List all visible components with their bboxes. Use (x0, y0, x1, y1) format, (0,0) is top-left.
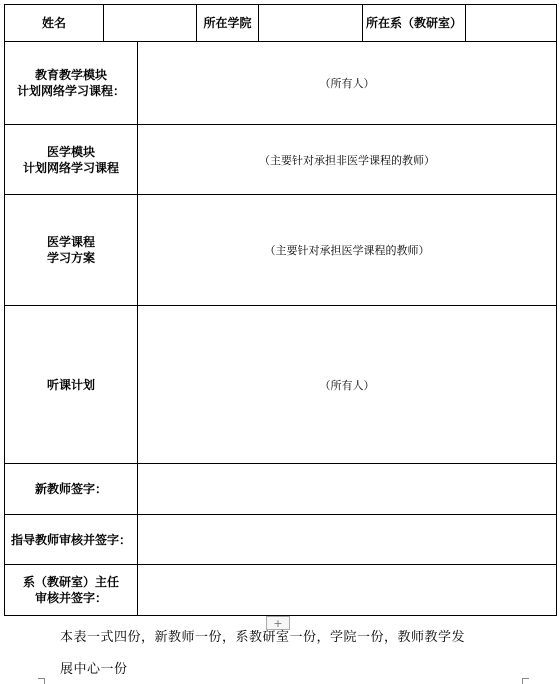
school-field[interactable] (259, 5, 362, 41)
lecture-plan-label: 听课计划 (46, 377, 95, 392)
medical-module-label (5, 125, 137, 194)
label-line: 医学课程 (46, 235, 95, 249)
department-field[interactable] (466, 5, 556, 41)
label-line: 系（教研室）主任 (22, 575, 119, 589)
label-line: 学习方案 (46, 251, 95, 265)
name-label: 姓名 (41, 16, 66, 30)
table-move-handle[interactable]: + (266, 616, 290, 630)
crop-mark (522, 678, 529, 679)
medical-course-plan-label (5, 195, 137, 305)
label-line: 计划网络学习课程 (22, 160, 119, 175)
department-head-signature-field[interactable] (138, 565, 556, 615)
footer-note-line2: 展中心一份 (60, 662, 128, 677)
lecture-plan-content[interactable]: （所有人） (319, 378, 375, 392)
label-line: 审核并签字： (34, 591, 107, 605)
school-label: 所在学院 (203, 16, 252, 30)
department-head-signature-label (5, 565, 137, 615)
department-label: 所在系（教研室） (365, 16, 462, 30)
mentor-signature-label: 指导教师审核并签字： (10, 532, 131, 547)
name-field[interactable] (104, 5, 196, 41)
medical-module-content[interactable]: （主要针对承担非医学课程的教师） (259, 153, 435, 167)
new-teacher-signature-label: 新教师签字： (34, 482, 107, 496)
table-border-right (556, 4, 557, 616)
crop-mark (38, 678, 45, 679)
education-module-content[interactable]: （所有人） (319, 77, 375, 90)
label-line: 计划网络学习课程： (16, 84, 125, 98)
new-teacher-signature-field[interactable] (138, 464, 556, 514)
mentor-signature-field[interactable] (138, 515, 556, 564)
label-line: 医学模块 (46, 144, 95, 159)
footer-note-line1: 本表一式四份，新教师一份，系教研室一份，学院一份，教师教学发 (60, 630, 466, 645)
label-line: 教育教学模块 (34, 68, 107, 82)
medical-course-plan-content[interactable]: （主要针对承担医学课程的教师） (264, 244, 430, 257)
education-module-label (5, 42, 137, 124)
